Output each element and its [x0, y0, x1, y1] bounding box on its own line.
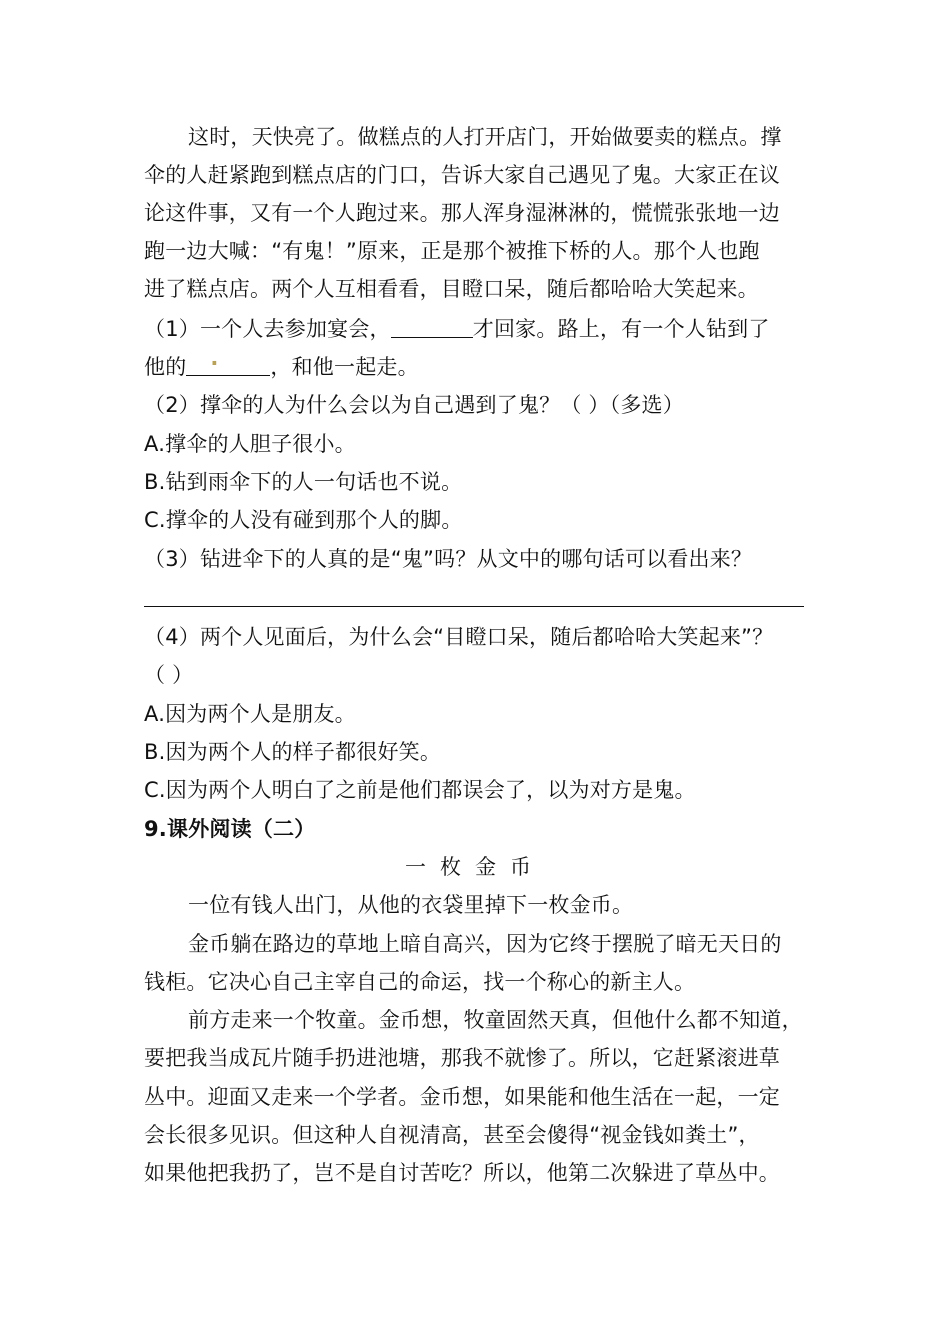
- question-1-blank-2[interactable]: [186, 346, 270, 376]
- question-2-stem: （2）撑伞的人为什么会以为自己遇到了鬼？（ ）（多选）: [144, 393, 684, 417]
- story2-para-2-line-1: 金币躺在路边的草地上暗自高兴，因为它终于摆脱了暗无天日的: [188, 932, 782, 956]
- question-2-option-a: A.撑伞的人胆子很小。: [144, 432, 356, 456]
- story2-para-3-line-4: 会长很多见识。但这种人自视清高，甚至会傻得“视金钱如粪土”，: [144, 1123, 760, 1147]
- section-heading: 9.课外阅读（二）: [144, 817, 316, 841]
- story2-para-3-line-3: 丛中。迎面又走来一个学者。金币想，如果能和他生活在一起，一定: [144, 1085, 780, 1109]
- question-4-option-c: C.因为两个人明白了之前是他们都误会了，以为对方是鬼。: [144, 778, 696, 802]
- question-4-option-a: A.因为两个人是朋友。: [144, 702, 356, 726]
- story2-title: 一枚金币: [405, 855, 545, 879]
- question-4-stem: （4）两个人见面后，为什么会“目瞪口呆，随后都哈哈大笑起来”？: [144, 625, 774, 649]
- blank-dot-mark: .: [210, 346, 219, 370]
- question-1-part-a: （1）一个人去参加宴会，: [144, 317, 391, 341]
- story2-para-1: 一位有钱人出门，从他的衣袋里掉下一枚金币。: [188, 893, 634, 917]
- question-2-option-c: C.撑伞的人没有碰到那个人的脚。: [144, 508, 463, 532]
- story1-line-1: 这时，天快亮了。做糕点的人打开店门，开始做要卖的糕点。撑: [188, 125, 782, 149]
- question-1-blank-1[interactable]: [391, 311, 473, 338]
- question-1-line-2: [144, 348, 814, 386]
- question-1-part-b: 才回家。路上，有一个人钻到了: [472, 317, 770, 341]
- story1-line-4: 跑一边大喊：“有鬼！”原来，正是那个被推下桥的人。那个人也跑: [144, 239, 760, 263]
- question-4-option-b: B.因为两个人的样子都很好笑。: [144, 740, 442, 764]
- question-1-part-c: 他的: [144, 355, 187, 379]
- story1-line-3: 论这件事，又有一个人跑过来。那人浑身湿淋淋的，慌慌张张地一边: [144, 201, 780, 225]
- question-4-answer-paren: （ ）: [144, 663, 194, 687]
- question-3-stem: （3）钻进伞下的人真的是“鬼”吗？从文中的哪句话可以看出来？: [144, 547, 753, 571]
- question-1-line-1: [144, 310, 814, 348]
- story2-para-3-line-5: 如果他把我扔了，岂不是自讨苦吃？所以，他第二次躲进了草丛中。: [144, 1161, 780, 1185]
- question-3-answer-line[interactable]: [144, 606, 804, 607]
- story2-para-3-line-1: 前方走来一个牧童。金币想，牧童固然天真，但他什么都不知道，: [188, 1008, 803, 1032]
- story1-line-2: 伞的人赶紧跑到糕点店的门口，告诉大家自己遇见了鬼。大家正在议: [144, 163, 780, 187]
- story1-line-5: 进了糕点店。两个人互相看看，目瞪口呆，随后都哈哈大笑起来。: [144, 277, 759, 301]
- question-2-option-b: B.钻到雨伞下的人一句话也不说。: [144, 470, 463, 494]
- question-1-part-d: ，和他一起走。: [270, 355, 419, 379]
- story2-para-2-line-2: 钱柜。它决心自己主宰自己的命运，找一个称心的新主人。: [144, 970, 696, 994]
- story2-para-3-line-2: 要把我当成瓦片随手扔进池塘，那我不就惨了。所以，它赶紧滚进草: [144, 1046, 780, 1070]
